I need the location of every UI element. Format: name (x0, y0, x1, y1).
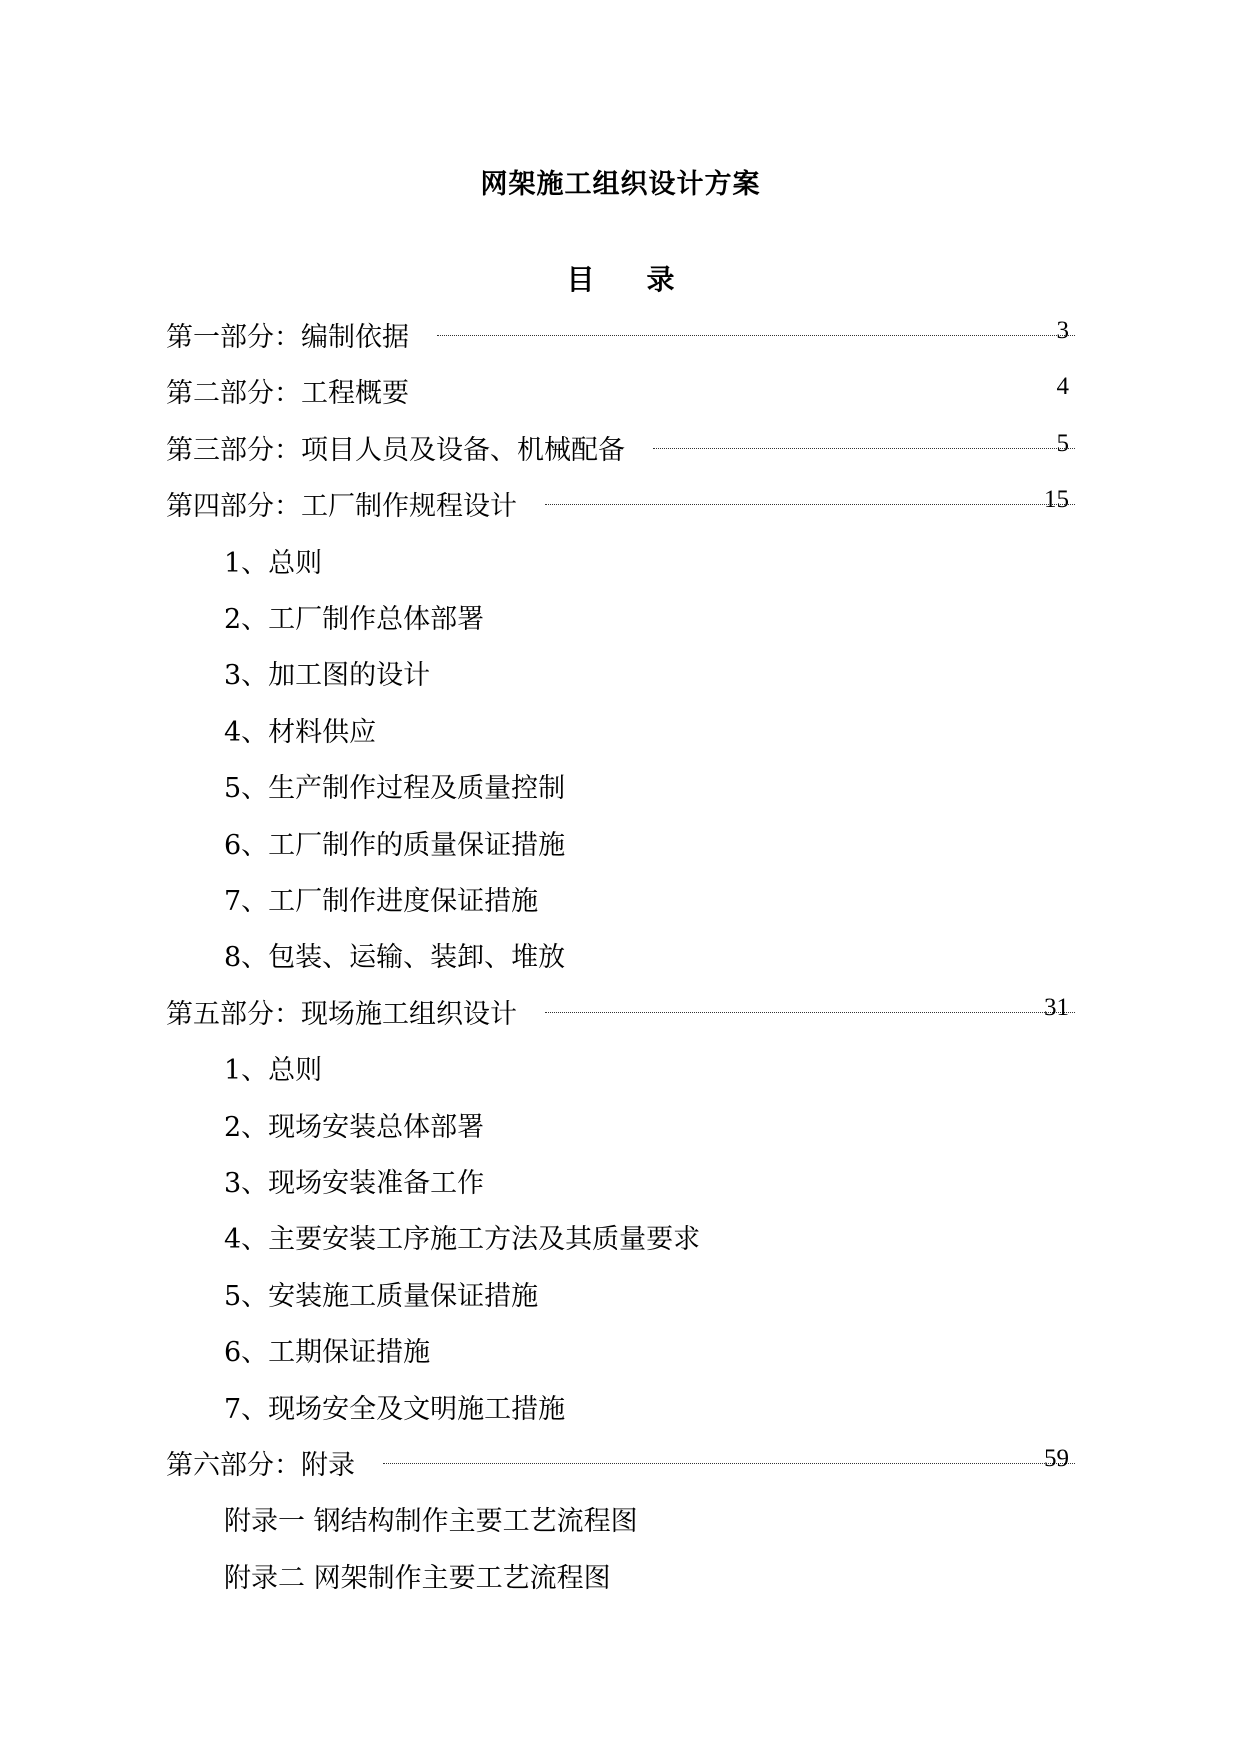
toc-dot-leader (653, 448, 1075, 449)
toc-part-entry[interactable] (0, 315, 1241, 355)
toc-sub-entry[interactable] (0, 653, 1241, 693)
toc-sub-entry[interactable] (0, 1556, 1241, 1596)
toc-entry-label: 第五部分：现场施工组织设计 (166, 998, 517, 1030)
toc-sub-entry[interactable] (0, 1105, 1241, 1145)
toc-entry-label: 第四部分：工厂制作规程设计 (166, 491, 517, 523)
toc-sub-entry[interactable] (0, 879, 1241, 919)
toc-page-number: 31 (1044, 993, 1069, 1021)
toc-entry-label: 附录一 钢结构制作主要工艺流程图 (224, 1506, 638, 1538)
toc-part-entry[interactable] (0, 371, 1241, 411)
toc-entry-label: 1、总则 (224, 1055, 323, 1087)
toc-sub-entry[interactable] (0, 597, 1241, 637)
toc-sub-entry[interactable] (0, 541, 1241, 581)
toc-entry-label: 第一部分：编制依据 (166, 322, 409, 353)
toc-entry-label: 5、安装施工质量保证措施 (224, 1280, 539, 1312)
toc-entry-label: 7、现场安全及文明施工措施 (224, 1393, 566, 1425)
toc-page-number: 59 (1044, 1445, 1069, 1472)
toc-entry-label: 6、工厂制作的质量保证措施 (224, 829, 566, 861)
toc-entry-label: 2、工厂制作总体部署 (224, 604, 485, 635)
toc-sub-entry[interactable] (0, 935, 1241, 975)
toc-entry-label: 2、现场安装总体部署 (224, 1111, 485, 1143)
toc-part-entry[interactable] (0, 484, 1241, 524)
toc-entry-label: 8、包装、运输、装卸、堆放 (224, 942, 566, 974)
toc-dot-leader (437, 335, 1075, 336)
toc-page-number: 4 (1056, 373, 1069, 401)
toc-part-entry[interactable] (0, 992, 1241, 1032)
toc-entry-label: 4、主要安装工序施工方法及其质量要求 (224, 1224, 701, 1256)
toc-heading (0, 258, 1241, 298)
toc-sub-entry[interactable] (0, 1217, 1241, 1257)
toc-entry-label: 3、现场安装准备工作 (224, 1168, 485, 1199)
toc-entry-label: 附录二 网架制作主要工艺流程图 (224, 1562, 611, 1594)
toc-part-entry[interactable] (0, 428, 1241, 468)
toc-entry-label: 第三部分：项目人员及设备、机械配备 (166, 434, 625, 466)
toc-sub-entry[interactable] (0, 766, 1241, 806)
toc-page-number: 15 (1044, 486, 1069, 514)
toc-part-entry[interactable] (0, 1443, 1241, 1483)
toc-sub-entry[interactable] (0, 1330, 1241, 1370)
document-title: 网架施工组织设计方案 (480, 169, 761, 200)
toc-entry-label: 6、工期保证措施 (224, 1337, 431, 1369)
toc-sub-entry[interactable] (0, 1274, 1241, 1314)
toc-sub-entry[interactable] (0, 1387, 1241, 1427)
toc-page-number: 5 (1056, 429, 1069, 457)
toc-sub-entry[interactable] (0, 1048, 1241, 1088)
toc-sub-entry[interactable] (0, 710, 1241, 750)
toc-entry-label: 1、总则 (224, 547, 323, 579)
toc-heading-char: 录 (646, 263, 675, 296)
toc-dot-leader (383, 1463, 1075, 1464)
toc-dot-leader (545, 504, 1075, 505)
toc-entry-label: 第六部分：附录 (166, 1450, 355, 1481)
toc-entry-label: 7、工厂制作进度保证措施 (224, 886, 539, 917)
toc-dot-leader (545, 1012, 1075, 1013)
toc-heading-char: 目 (566, 263, 595, 296)
toc-sub-entry[interactable] (0, 1161, 1241, 1201)
toc-entry-label: 4、材料供应 (224, 716, 377, 748)
toc-entry-label: 第二部分：工程概要 (166, 378, 409, 410)
toc-entry-label: 3、加工图的设计 (224, 660, 431, 692)
toc-sub-entry[interactable] (0, 823, 1241, 863)
toc-entry-label: 5、生产制作过程及质量控制 (224, 773, 566, 805)
toc-sub-entry[interactable] (0, 1499, 1241, 1539)
toc-page-number: 3 (1056, 317, 1069, 344)
